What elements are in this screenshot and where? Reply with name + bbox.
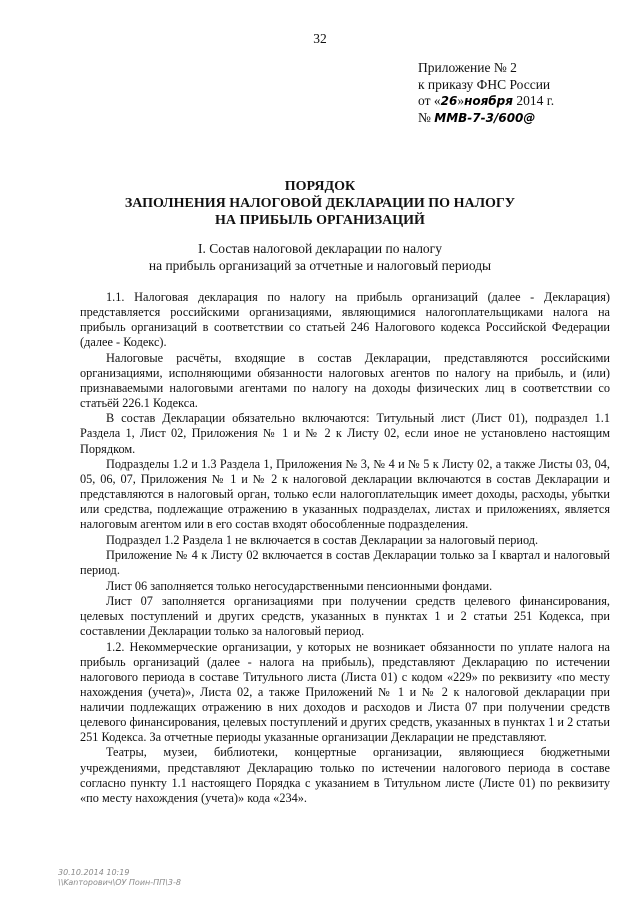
paragraph-1-2: 1.2. Некоммерческие организации, у которых не возникает обязанности по уплате налога на прибыль организаций (далее - налога на прибыль), представляют Декларацию по истечении налогового периода в составе Титульного листа (Листа 01) с кодом «229» по реквизиту «по месту нахождения (учета)», Листа 02, а также Приложений № 1 и № 2 к налоговой декларации при наличии подлежащих отражению в них доходов и расходов и Листа 07 при получении средств целевого финансирования, целевых поступлений и других средств, указанных в пунктах 1 и 2 статьи 251 Кодекса. За отчетные периоды указанные организации Декларации не представляют. xyxy=(80,639,610,745)
date-day-handwritten: 26 xyxy=(440,94,458,108)
section-title-line2: на прибыль организаций за отчетные и налоговый периоды xyxy=(148,258,492,273)
body-text xyxy=(80,290,610,806)
date-month-handwritten: ноября xyxy=(464,94,513,108)
section-title xyxy=(0,240,640,274)
paragraph-subsection-1-2: Подраздел 1.2 Раздела 1 не включается в состав Декларации за налоговый период. xyxy=(106,532,539,547)
paragraph-optional-sheets: Подразделы 1.2 и 1.3 Раздела 1, Приложения № 3, № 4 и № 5 к Листу 02, а также Листы 03, 04, 05, 06, 07, Приложения № 1 и № 2 к налоговой декларации включаются в состав Декларации и представляются в налоговый орган, только если налогоплательщик имеет доходы, расходы, убытки или средства, подлежащие отражению в указанных подразделах, листах и приложениях, является налоговым агентом или в его состав входят обособленные подразделения. xyxy=(80,456,610,532)
order-title-line3: НА ПРИБЫЛЬ ОРГАНИЗАЦИЙ xyxy=(215,213,425,228)
paragraph-sheet-07: Лист 07 заполняется организациями при получении средств целевого финансирования, целевых поступлений и других средств, указанных в пунктах 1 и 2 статьи 251 Кодекса, при составлении Декларации только за налоговый период. xyxy=(80,593,610,639)
annex-title: Приложение № 2 xyxy=(418,60,517,75)
number-handwritten: ММВ-7-3/600@ xyxy=(434,110,536,125)
order-title xyxy=(0,178,640,229)
paragraph-mandatory-sheets: В состав Декларации обязательно включаются: Титульный лист (Лист 01), подраздел 1.1 Раздела 1, Лист 02, Приложения № 1 и № 2 к Листу 02, если иное не установлено настоящим Порядком. xyxy=(80,411,610,456)
annex-header xyxy=(418,60,554,126)
print-stamp xyxy=(58,868,181,888)
order-title-line1: ПОРЯДОК xyxy=(284,179,356,194)
paragraph-theatres: Театры, музеи, библиотеки, концертные организации, являющиеся бюджетными учреждениями, представляют Декларацию только по истечении налогового периода в составе согласно пункту 1.1 настоящего Порядка с указанием в Титульном листе (Листе 01) по реквизиту «по месту нахождения (учета)» кода «234». xyxy=(80,745,610,805)
section-title-line1: I. Состав налоговой декларации по налогу xyxy=(198,241,442,256)
date-prefix: от « xyxy=(418,93,441,108)
number-prefix: № xyxy=(418,109,435,125)
paragraph-annex-4: Приложение № 4 к Листу 02 включается в состав Декларации только за I квартал и налоговый период. xyxy=(80,548,610,578)
annex-date xyxy=(418,93,554,110)
paragraph-1-1: 1.1. Налоговая декларация по налогу на прибыль организаций (далее - Декларация) представляется российскими организациями, являющимися налогоплательщиками налога на прибыль организаций в соответствии со статьей 246 Налогового кодекса Российской Федерации (далее - Кодекс). xyxy=(80,290,610,350)
stamp-timestamp: 30.10.2014 10:19 xyxy=(58,868,130,877)
date-mid: » xyxy=(457,93,465,108)
stamp-path: \\Kanтopoвич\ОУ Поин-ПП\3-8 xyxy=(58,878,181,887)
date-year: 2014 г. xyxy=(512,93,555,108)
order-title-line2: ЗАПОЛНЕНИЯ НАЛОГОВОЙ ДЕКЛАРАЦИИ ПО НАЛОГУ xyxy=(124,196,516,211)
annex-number xyxy=(418,110,554,127)
page-number: 32 xyxy=(313,31,327,46)
annex-order-ref: к приказу ФНС России xyxy=(418,76,551,92)
paragraph-sheet-06: Лист 06 заполняется только негосударственными пенсионными фондами. xyxy=(106,578,493,593)
paragraph-tax-calculations: Налоговые расчёты, входящие в состав Декларации, представляются российскими организациями, исполняющими обязанности налоговых агентов по налогу на прибыль, и (или) признаваемыми налоговыми агентами по налогу на доходы физических лиц в соответствии со статьёй 226.1 Кодекса. xyxy=(80,350,610,410)
